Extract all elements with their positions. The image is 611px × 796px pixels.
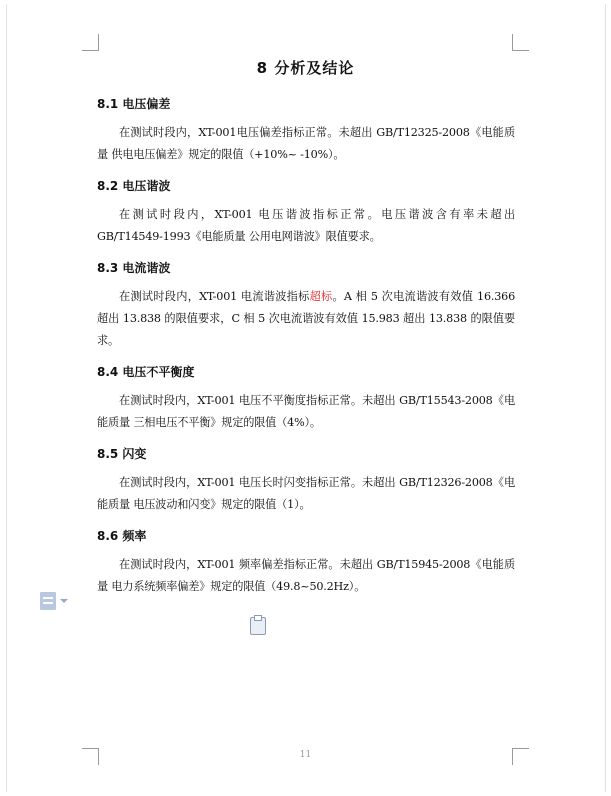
section-heading: 8.4 电压不平衡度 bbox=[97, 365, 195, 379]
section-8-3 bbox=[97, 260, 515, 352]
section-heading: 8.3 电流谐波 bbox=[97, 261, 171, 275]
section-heading: 8.6 频率 bbox=[97, 529, 147, 543]
paste-options-icon[interactable] bbox=[250, 617, 266, 635]
section-heading: 8.5 闪变 bbox=[97, 447, 147, 461]
section-8-4 bbox=[97, 364, 515, 434]
section-paragraph[interactable]: 在测试时段内，XT-001 电压不平衡度指标正常。未超出 GB/T15543-2008《电能质量 三相电压不平衡》规定的限值（4%）。 bbox=[97, 394, 515, 429]
margin-corner-mark bbox=[512, 34, 529, 51]
section-heading: 8.1 电压偏差 bbox=[97, 97, 171, 111]
margin-corner-mark bbox=[82, 34, 99, 51]
paragraph-text: 在测试时段内，XT-001 电流谐波指标 bbox=[119, 290, 310, 303]
section-paragraph[interactable]: 在测试时段内，XT-001 电压长时闪变指标正常。未超出 GB/T12326-2008《电能质量 电压波动和闪变》规定的限值（1）。 bbox=[97, 476, 515, 511]
page-number: 11 bbox=[299, 750, 312, 760]
section-heading: 8.2 电压谐波 bbox=[97, 179, 171, 193]
exceed-highlight: 超标 bbox=[309, 290, 333, 303]
paragraph-text: 。A 相 5 次电流谐波有效值 16.366 超出 13.838 的限值要求，C 相 5 次电流谐波有效值 15.983 超出 13.838 的限值要求。 bbox=[97, 290, 515, 347]
section-8-6 bbox=[97, 528, 515, 598]
section-paragraph[interactable] bbox=[97, 286, 515, 352]
document-body[interactable] bbox=[97, 96, 515, 610]
section-8-5 bbox=[97, 446, 515, 516]
document-list-icon bbox=[40, 592, 56, 610]
document-list-button[interactable] bbox=[40, 592, 72, 610]
section-paragraph[interactable]: 在测试时段内，XT-001电压偏差指标正常。未超出 GB/T12325-2008《电能质量 供电电压偏差》规定的限值（+10%~ -10%）。 bbox=[97, 126, 515, 161]
section-paragraph[interactable]: 在测试时段内，XT-001 电压谐波指标正常。电压谐波含有率未超出 GB/T14549-1993《电能质量 公用电网谐波》限值要求。 bbox=[97, 208, 515, 243]
section-paragraph[interactable]: 在测试时段内，XT-001 频率偏差指标正常。未超出 GB/T15945-2008《电能质量 电力系统频率偏差》规定的限值（49.8~50.2Hz）。 bbox=[97, 558, 515, 593]
section-8-1 bbox=[97, 96, 515, 166]
chapter-title: 8 分析及结论 bbox=[256, 59, 355, 77]
section-8-2 bbox=[97, 178, 515, 248]
chevron-down-icon bbox=[60, 599, 68, 603]
